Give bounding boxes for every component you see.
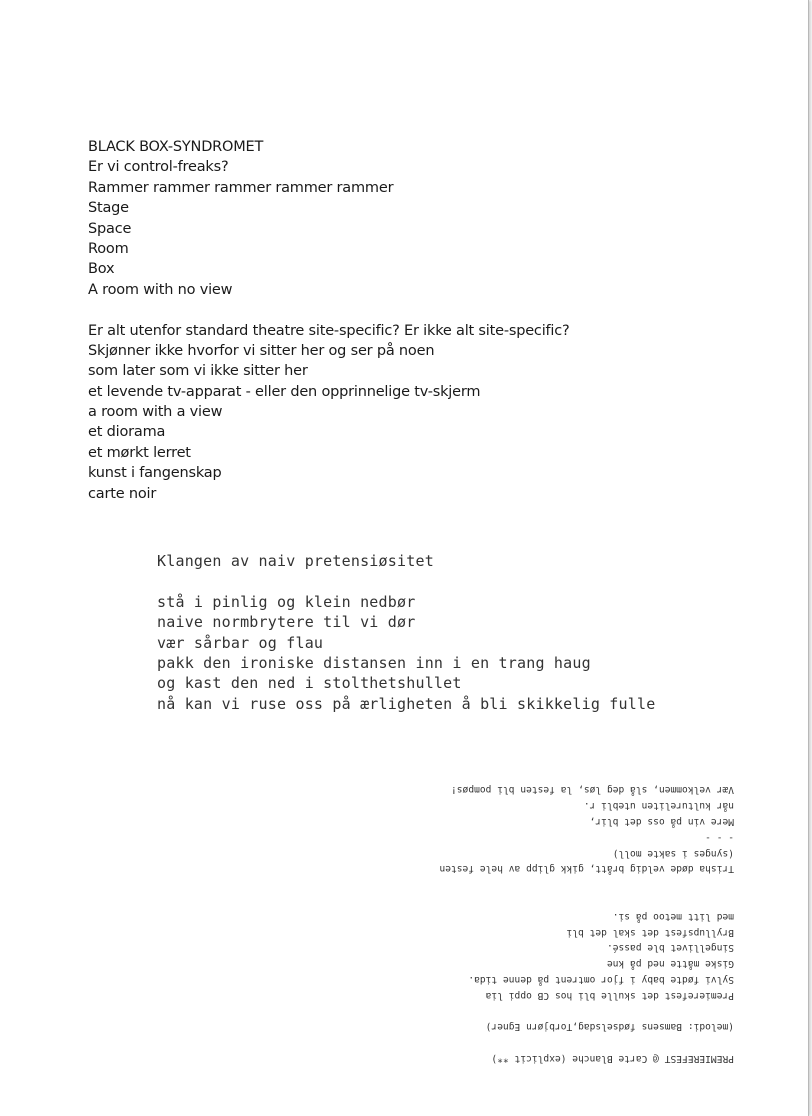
spacer xyxy=(418,1003,734,1019)
poem-line: og kast den ned i stolthetshullet xyxy=(157,674,462,693)
upside-down-song-section xyxy=(418,784,734,1066)
text-line: Rammer rammer rammer rammer rammer xyxy=(88,179,394,196)
song-title: PREMIEREFEST @ Carte Blanche (explicit **) xyxy=(491,1053,734,1064)
song-line: Singellivet ble passé. xyxy=(606,942,734,954)
text-line: Skjønner ikke hvorfor vi sitter her og ser på noen xyxy=(88,342,435,359)
spacer xyxy=(418,892,734,908)
text-line: et mørkt lerret xyxy=(88,444,191,461)
song-line: Mere vin på oss det blir, xyxy=(589,816,734,828)
song-line: Vær velkommen, slå deg løs, la festen bli pompøs! xyxy=(450,784,734,796)
song-line: Premierefest det skulle bli hos CB oppi lia xyxy=(485,989,734,1001)
text-line: carte noir xyxy=(88,485,157,502)
song-line: med litt metoo på si. xyxy=(612,910,734,922)
text-line: Room xyxy=(88,240,129,257)
spacer xyxy=(157,571,777,591)
poem-line: stå i pinlig og klein nedbør xyxy=(157,592,416,611)
text-line: som later som vi ikke sitter her xyxy=(88,363,308,380)
song-line: Bryllupsfest det skal det bli xyxy=(566,926,734,938)
text-line: et levende tv-apparat - eller den opprinnelige tv-skjerm xyxy=(88,383,481,400)
text-line: kunst i fangenskap xyxy=(88,465,222,482)
song-line: Giske måtte ned på kne xyxy=(606,958,734,970)
section-heading: BLACK BOX-SYNDROMET xyxy=(88,139,264,155)
spacer xyxy=(88,300,728,320)
text-line: Space xyxy=(88,220,132,237)
poem-line: vær sårbar og flau xyxy=(157,633,324,652)
text-line: et diorama xyxy=(88,424,166,441)
text-line: Er alt utenfor standard theatre site-specific? Er ikke alt site-specific? xyxy=(88,322,570,339)
black-box-section xyxy=(88,137,728,504)
song-melody: (melodi: Bamsens fødselsdag,Torbjørn Egner) xyxy=(485,1021,734,1033)
text-line: Stage xyxy=(88,200,129,217)
text-line: Er vi control-freaks? xyxy=(88,159,229,176)
poem-line: nå kan vi ruse oss på ærligheten å bli skikkelig fulle xyxy=(157,694,656,713)
poem-line: naive normbrytere til vi dør xyxy=(157,613,416,632)
spacer xyxy=(418,1034,734,1050)
text-line: Box xyxy=(88,261,115,278)
spacer xyxy=(418,876,734,892)
poem-section xyxy=(157,551,777,714)
poem-line: pakk den ironiske distansen inn i en trang haug xyxy=(157,653,591,672)
text-line: a room with a view xyxy=(88,404,223,421)
song-line: Trisha døde veldig brått, gikk glipp av hele festen xyxy=(439,863,734,875)
song-line: når kultureliten utebli r. xyxy=(583,800,734,812)
song-line: (synges i sakte moll) xyxy=(612,847,734,859)
poem-title: Klangen av naiv pretensiøsitet xyxy=(157,552,434,570)
text-line: A room with no view xyxy=(88,281,233,298)
song-line: - - - xyxy=(705,831,734,843)
song-line: Sylvi fødte baby i fjor omtrent på denne tida. xyxy=(468,974,734,986)
